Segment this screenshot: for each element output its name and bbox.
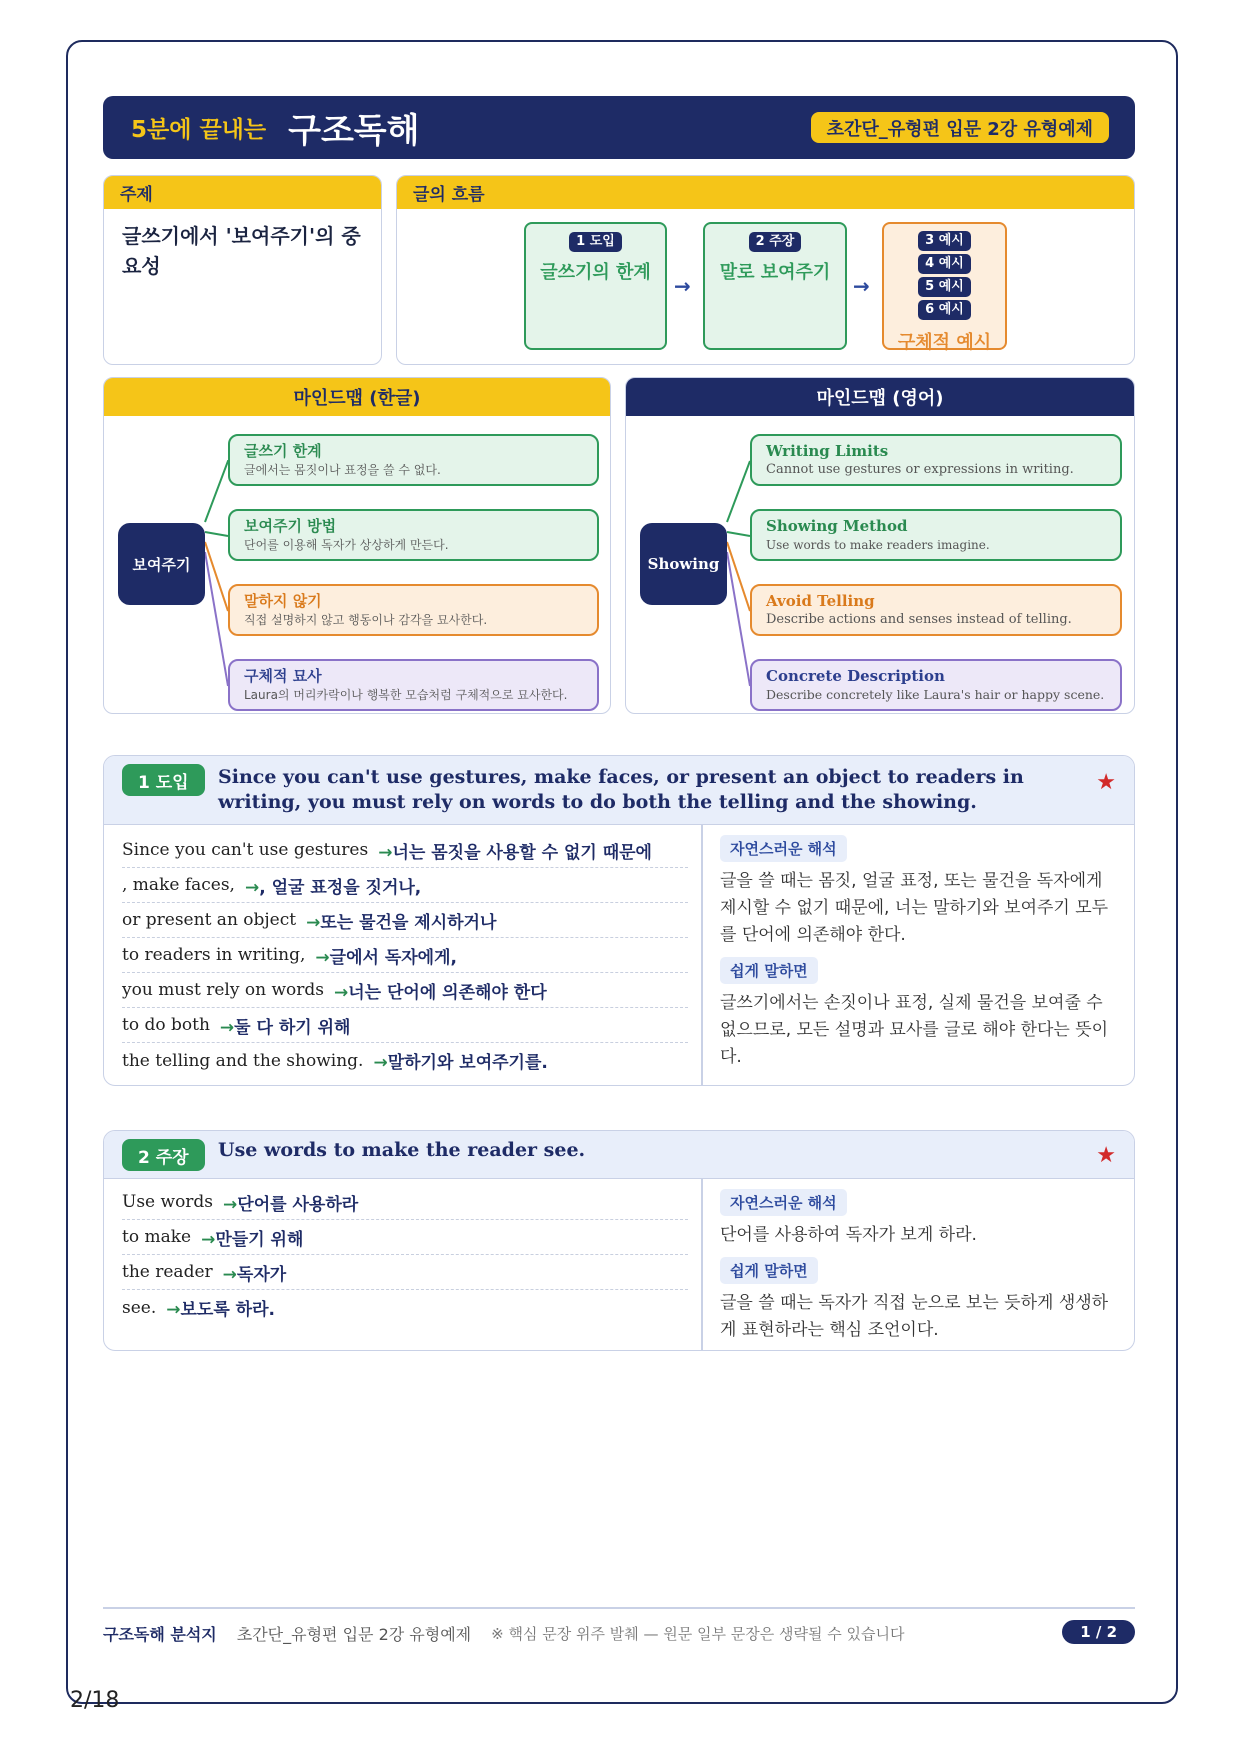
flow-step-title: 말로 보여주기 xyxy=(719,262,831,283)
chunk-row xyxy=(122,1290,688,1325)
column-divider xyxy=(701,1179,703,1351)
header-subtitle: 5분에 끝내는 xyxy=(131,117,267,143)
arrow-icon: → xyxy=(223,1194,238,1215)
branch-title: 보여주기 방법 xyxy=(244,517,337,535)
flow-step-title: 글쓰기의 한계 xyxy=(540,262,651,283)
flow-step-tag: 1 도입 xyxy=(569,232,622,252)
chunk-row xyxy=(122,1255,688,1290)
branch-desc: Describe concretely like Laura's hair or happy scene. xyxy=(766,687,1105,702)
lesson-pill: 초간단_유형편 입문 2강 유형예제 xyxy=(811,112,1109,143)
flow-step-tag: 3 예시 xyxy=(918,231,971,251)
chunk-kr xyxy=(223,1260,287,1285)
mindmap-en-branch xyxy=(750,584,1122,636)
natural-label: 자연스러운 해석 xyxy=(720,835,847,862)
chunk-kr-text: 만들기 위해 xyxy=(215,1229,304,1250)
chunk-en: Use words xyxy=(122,1192,214,1212)
chunk-kr xyxy=(306,908,496,933)
branch-desc: Cannot use gestures or expressions in writing. xyxy=(766,462,1074,477)
chunk-kr-text: 너는 몸짓을 사용할 수 없기 때문에 xyxy=(392,842,652,863)
sentence-header xyxy=(104,1131,1134,1179)
mindmap-en-center: Showing xyxy=(640,523,727,605)
chunk-kr xyxy=(201,1225,303,1250)
topic-text: 글쓰기에서 '보여주기'의 중요성 xyxy=(122,224,361,278)
chunk-row xyxy=(122,1185,688,1220)
mindmap-kr-branch xyxy=(228,434,599,486)
easy-text: 글을 쓸 때는 독자가 직접 눈으로 보는 듯하게 생생하게 표현하라는 핵심 조언이다. xyxy=(720,1293,1109,1340)
chunk-kr xyxy=(166,1295,275,1320)
flow-label: 글의 흐름 xyxy=(397,176,1134,209)
chunk-row xyxy=(122,938,688,973)
footer-brand: 구조독해 분석지 xyxy=(103,1624,217,1644)
footer-divider xyxy=(103,1607,1135,1609)
arrow-icon: → xyxy=(222,1264,237,1285)
natural-text: 단어를 사용하여 독자가 보게 하라. xyxy=(720,1225,977,1245)
arrow-icon: → xyxy=(201,1229,216,1250)
flow-step-tag: 4 예시 xyxy=(918,254,971,274)
chunk-kr-text: 보도록 하라. xyxy=(180,1300,275,1320)
flow-step-tag: 6 예시 xyxy=(918,300,971,320)
branch-desc: 직접 설명하지 않고 행동이나 감각을 묘사한다. xyxy=(244,613,488,627)
branch-title: Showing Method xyxy=(766,517,908,535)
chunk-kr xyxy=(373,1048,547,1073)
sentence-badge: 1 도입 xyxy=(122,764,205,796)
page-counter: 2/18 xyxy=(70,1688,120,1713)
chunk-kr-text: 또는 물건을 제시하거나 xyxy=(320,912,497,933)
flow-arrow-icon: → xyxy=(674,274,691,298)
branch-title: 글쓰기 한계 xyxy=(244,442,322,460)
column-divider xyxy=(701,825,703,1086)
chunk-en: see. xyxy=(122,1297,157,1318)
arrow-icon: → xyxy=(244,877,260,898)
mindmap-en-branch xyxy=(750,659,1122,711)
footer xyxy=(103,1618,1135,1648)
flow-step-2 xyxy=(703,222,847,350)
mindmap-en-branch xyxy=(750,509,1122,561)
flow-step-title: 구체적 예시 xyxy=(897,332,992,353)
chunk-kr xyxy=(334,978,547,1003)
chunk-kr-text: 글에서 독자에게, xyxy=(329,947,457,968)
chunk-kr-text: 둘 다 하기 위해 xyxy=(234,1017,351,1038)
arrow-icon: → xyxy=(166,1300,181,1320)
mindmap-kr-branch xyxy=(228,584,599,636)
chunk-en: the telling and the showing. xyxy=(122,1050,364,1071)
chunk-kr xyxy=(245,873,421,898)
mindmap-en-label: 마인드맵 (영어) xyxy=(626,378,1134,416)
flow-arrow-icon: → xyxy=(853,274,870,298)
chunk-kr-text: 말하기와 보여주기를. xyxy=(387,1053,548,1073)
sentence-badge: 2 주장 xyxy=(122,1139,205,1171)
sentence-text: Since you can't use gestures, make faces, or present an object to readers in writing, you must rely on words to do both the telling and the showing. xyxy=(218,766,1024,813)
flow-step-tag: 2 주장 xyxy=(749,232,802,252)
star-icon: ★ xyxy=(1096,1143,1116,1168)
arrow-icon: → xyxy=(378,842,393,863)
chunk-list xyxy=(122,833,688,1078)
mindmap-kr-label: 마인드맵 (한글) xyxy=(104,378,610,416)
chunk-kr xyxy=(315,943,457,968)
branch-desc: 단어를 이용해 독자가 상상하게 만든다. xyxy=(244,538,449,552)
chunk-kr-text: 독자가 xyxy=(236,1264,287,1285)
chunk-row xyxy=(122,868,688,903)
chunk-en: Since you can't use gestures xyxy=(122,840,369,860)
chunk-row xyxy=(122,1008,688,1043)
footer-note: ※ 핵심 문장 위주 발췌 — 원문 일부 문장은 생략될 수 있습니다 xyxy=(491,1624,905,1643)
chunk-kr xyxy=(378,838,652,863)
chunk-kr xyxy=(220,1013,351,1038)
sentence-header xyxy=(104,756,1134,825)
easy-label: 쉽게 말하면 xyxy=(720,1257,818,1284)
chunk-en: to do both xyxy=(122,1015,210,1035)
chunk-en: , make faces, xyxy=(122,875,235,895)
branch-title: 구체적 묘사 xyxy=(244,667,322,685)
chunk-row xyxy=(122,903,688,938)
page-indicator: 1 / 2 xyxy=(1062,1620,1135,1644)
branch-title: Avoid Telling xyxy=(766,592,875,610)
sentence-text: Use words to make the reader see. xyxy=(218,1139,586,1161)
arrow-icon: → xyxy=(333,982,349,1003)
mindmap-kr-branch xyxy=(228,509,599,561)
branch-title: Writing Limits xyxy=(766,442,889,460)
interpretation-column xyxy=(720,1189,1116,1344)
chunk-kr-text: 너는 단어에 의존해야 한다 xyxy=(348,982,547,1003)
topic-label: 주제 xyxy=(104,176,381,209)
chunk-en: to readers in writing, xyxy=(122,945,306,965)
branch-desc: Laura의 머리카락이나 행복한 모습처럼 구체적으로 묘사한다. xyxy=(244,688,568,702)
sentence-section-1 xyxy=(103,755,1135,1086)
sentence-section-2 xyxy=(103,1130,1135,1351)
topic-box xyxy=(103,175,382,365)
chunk-list xyxy=(122,1185,688,1325)
easy-text: 글쓰기에서는 손짓이나 표정, 실제 물건을 보여줄 수 없으므로, 모든 설명과 묘사를 글로 해야 한다는 뜻이다. xyxy=(720,993,1109,1067)
chunk-row xyxy=(122,973,688,1008)
natural-text: 글을 쓸 때는 몸짓, 얼굴 표정, 또는 물건을 독자에게 제시할 수 없기 때문에, 너는 말하기와 보여주기 모두를 단어에 의존해야 한다. xyxy=(720,871,1109,945)
chunk-en: the reader xyxy=(122,1262,213,1282)
branch-title: Concrete Description xyxy=(766,667,945,685)
flow-step-3 xyxy=(882,222,1007,353)
flow-step-tag: 5 예시 xyxy=(918,277,971,297)
interpretation-column xyxy=(720,835,1116,1071)
flow-step-1 xyxy=(524,222,667,350)
arrow-icon: → xyxy=(219,1017,235,1038)
chunk-kr-text: , 얼굴 표정을 짓거나, xyxy=(259,877,422,898)
arrow-icon: → xyxy=(315,947,330,968)
mindmap-kr-branch xyxy=(228,659,599,711)
easy-label: 쉽게 말하면 xyxy=(720,957,818,984)
chunk-kr-text: 단어를 사용하라 xyxy=(237,1194,359,1215)
chunk-row xyxy=(122,1043,688,1078)
star-icon: ★ xyxy=(1096,770,1116,795)
chunk-row xyxy=(122,833,688,868)
header-title: 구조독해 xyxy=(288,111,420,151)
branch-title: 말하지 않기 xyxy=(244,592,322,610)
arrow-icon: → xyxy=(373,1053,388,1073)
natural-label: 자연스러운 해석 xyxy=(720,1189,847,1216)
arrow-icon: → xyxy=(306,912,321,933)
mindmap-en-branch xyxy=(750,434,1122,486)
chunk-en: to make xyxy=(122,1227,192,1247)
header-banner xyxy=(103,96,1135,159)
mindmap-kr-center: 보여주기 xyxy=(118,523,205,605)
chunk-en: you must rely on words xyxy=(122,980,324,1000)
branch-desc: Describe actions and senses instead of telling. xyxy=(766,612,1072,627)
chunk-en: or present an object xyxy=(122,910,297,930)
branch-desc: Use words to make readers imagine. xyxy=(766,538,990,552)
footer-lesson: 초간단_유형편 입문 2강 유형예제 xyxy=(236,1624,472,1644)
chunk-row xyxy=(122,1220,688,1255)
branch-desc: 글에서는 몸짓이나 표정을 쓸 수 없다. xyxy=(244,463,441,477)
chunk-kr xyxy=(223,1190,358,1215)
